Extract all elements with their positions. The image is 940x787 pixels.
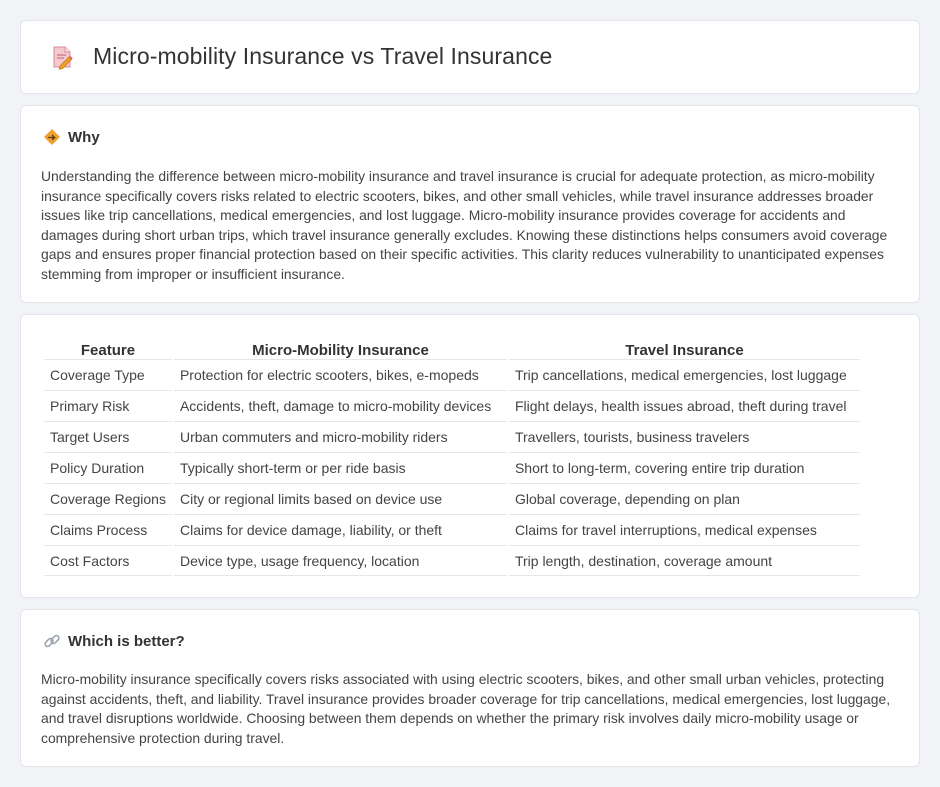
comparison-section xyxy=(20,314,920,598)
table-row xyxy=(44,514,860,545)
header-travel: Travel Insurance xyxy=(625,342,744,359)
table-header-row xyxy=(44,337,860,359)
warning-diamond-icon xyxy=(43,128,61,146)
travel-cell: Flight delays, health issues abroad, theft during travel xyxy=(509,390,860,421)
micro-mobility-cell: Accidents, theft, damage to micro-mobility devices xyxy=(174,390,507,421)
which-is-better-section xyxy=(20,609,920,767)
travel-cell: Global coverage, depending on plan xyxy=(509,483,860,514)
header-feature: Feature xyxy=(80,342,136,359)
why-heading xyxy=(43,128,100,146)
travel-cell: Claims for travel interruptions, medical expenses xyxy=(509,514,860,545)
feature-cell: Coverage Regions xyxy=(44,483,172,514)
table-row xyxy=(44,452,860,483)
micro-mobility-cell: Protection for electric scooters, bikes, e-mopeds xyxy=(174,359,507,390)
why-section xyxy=(20,105,920,303)
table-row xyxy=(44,359,860,390)
why-text: Understanding the difference between micro-mobility insurance and travel insurance is crucial for adequate protection, as micro-mobility insurance specifically covers risks related to electric scooters, bikes, and other small vehicles, while travel insurance addresses broader issues like trip cancellations, medical emergencies, and lost luggage. Micro-mobility insurance provides coverage for accidents and damages during short urban trips, which travel insurance generally excludes. Knowing these distinctions helps consumers avoid coverage gaps and ensures proper financial protection based on their specific activities. This clarity reduces vulnerability to unanticipated expenses stemming from improper or insufficient insurance. xyxy=(41,168,888,282)
table-row xyxy=(44,545,860,576)
feature-cell: Claims Process xyxy=(44,514,172,545)
page-title: Micro-mobility Insurance vs Travel Insurance xyxy=(93,43,553,69)
travel-cell: Travellers, tourists, business travelers xyxy=(509,421,860,452)
micro-mobility-cell: Claims for device damage, liability, or theft xyxy=(174,514,507,545)
page-header xyxy=(49,43,552,70)
micro-mobility-cell: Typically short-term or per ride basis xyxy=(174,452,507,483)
comparison-table xyxy=(42,337,862,576)
travel-cell: Trip cancellations, medical emergencies, lost luggage xyxy=(509,359,860,390)
feature-cell: Target Users xyxy=(44,421,172,452)
better-heading xyxy=(43,632,185,650)
better-text: Micro-mobility insurance specifically covers risks associated with using electric scooters, bikes, and other small urban vehicles, protecting against accidents, theft, and liability. Travel insurance provides broader coverage for trip cancellations, medical emergencies, lost luggage, and travel disruptions worldwide. Choosing between them depends on whether the primary risk involves daily micro-mobility usage or comprehensive protection during travel. xyxy=(41,671,891,746)
feature-cell: Primary Risk xyxy=(44,390,172,421)
better-title: Which is better? xyxy=(68,632,185,650)
table-row xyxy=(44,483,860,514)
micro-mobility-cell: Device type, usage frequency, location xyxy=(174,545,507,576)
feature-cell: Coverage Type xyxy=(44,359,172,390)
feature-cell: Cost Factors xyxy=(44,545,172,576)
header-micro-mobility: Micro-Mobility Insurance xyxy=(252,342,429,359)
table-row xyxy=(44,421,860,452)
document-pencil-icon xyxy=(49,44,75,70)
feature-cell: Policy Duration xyxy=(44,452,172,483)
table-row xyxy=(44,390,860,421)
header-card xyxy=(20,20,920,94)
why-title: Why xyxy=(68,128,100,146)
micro-mobility-cell: Urban commuters and micro-mobility riders xyxy=(174,421,507,452)
travel-cell: Trip length, destination, coverage amount xyxy=(509,545,860,576)
micro-mobility-cell: City or regional limits based on device use xyxy=(174,483,507,514)
travel-cell: Short to long-term, covering entire trip duration xyxy=(509,452,860,483)
link-icon xyxy=(43,632,61,650)
